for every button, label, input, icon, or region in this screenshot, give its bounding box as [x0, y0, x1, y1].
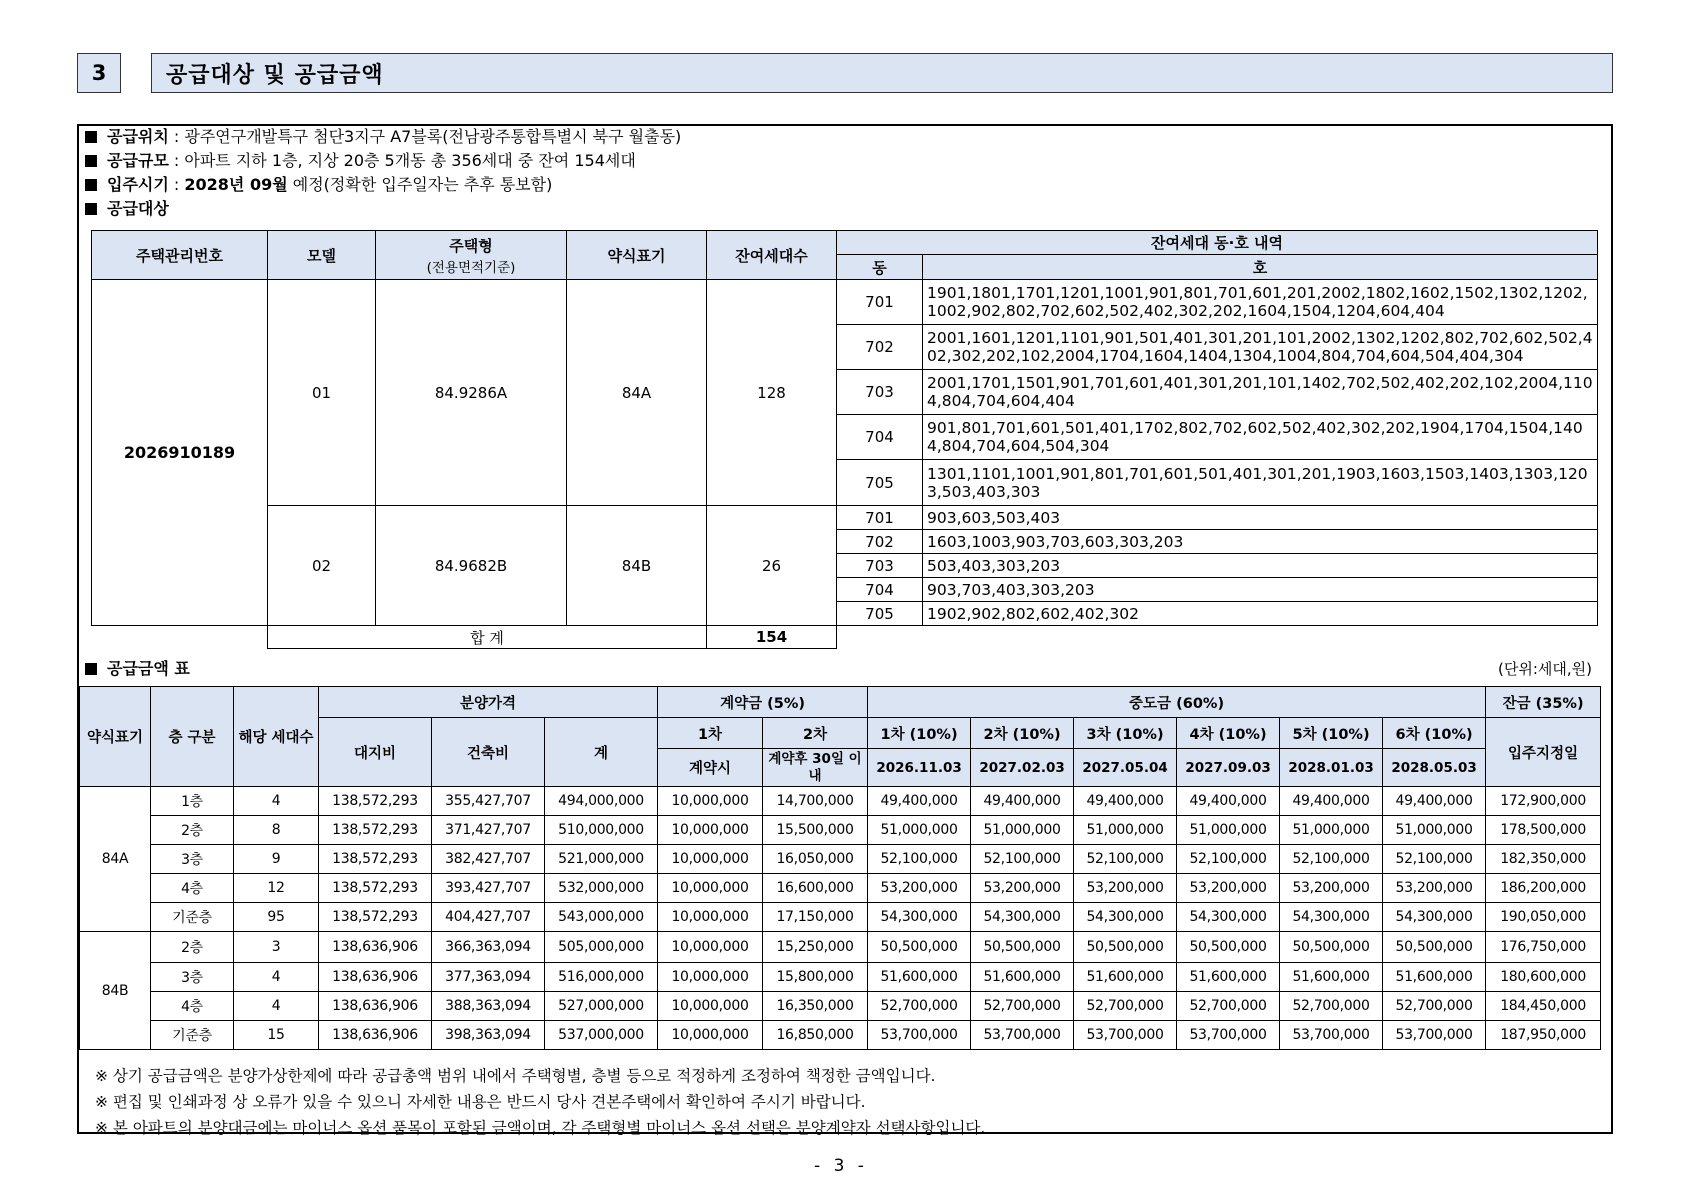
deposit1-cell: 10,000,000	[658, 816, 763, 845]
page-number: - 3 -	[814, 1156, 868, 1176]
land-cell: 138,636,906	[319, 992, 432, 1021]
middle4-cell: 51,600,000	[1177, 963, 1280, 992]
middle2-cell: 51,000,000	[971, 816, 1074, 845]
header-mid6: 6차 (10%)	[1383, 718, 1486, 749]
middle3-cell: 49,400,000	[1074, 787, 1177, 816]
deposit2-cell: 16,850,000	[763, 1021, 868, 1050]
header-balance: 잔금 (35%)	[1486, 687, 1601, 718]
supply-table	[91, 230, 1598, 649]
bullet-square-icon	[85, 663, 97, 675]
price-row	[80, 992, 1601, 1021]
middle4-cell: 51,000,000	[1177, 816, 1280, 845]
building-cell: 382,427,707	[432, 845, 545, 874]
dong-cell: 701	[837, 280, 923, 325]
price-row	[80, 874, 1601, 903]
info-label: 입주시기	[107, 175, 169, 194]
middle3-cell: 51,600,000	[1074, 963, 1177, 992]
sum-cell: 527,000,000	[545, 992, 658, 1021]
header-mid2: 2차 (10%)	[971, 718, 1074, 749]
price-row	[80, 1021, 1601, 1050]
middle1-cell: 51,000,000	[868, 816, 971, 845]
movein-date: 2028년 09월	[184, 175, 288, 194]
middle5-cell: 51,000,000	[1280, 816, 1383, 845]
header-model: 모델	[268, 231, 376, 280]
middle1-cell: 52,700,000	[868, 992, 971, 1021]
deposit1-cell: 10,000,000	[658, 787, 763, 816]
balance-cell: 184,450,000	[1486, 992, 1601, 1021]
balance-cell: 178,500,000	[1486, 816, 1601, 845]
middle2-cell: 51,600,000	[971, 963, 1074, 992]
middle6-cell: 51,000,000	[1383, 816, 1486, 845]
dong-cell: 703	[837, 554, 923, 578]
header-dep2-when: 계약후 30일 이내	[763, 749, 868, 787]
building-cell: 366,363,094	[432, 932, 545, 963]
header-type-main: 주택형	[449, 236, 493, 255]
middle1-cell: 53,700,000	[868, 1021, 971, 1050]
info-sep: :	[168, 175, 185, 194]
sum-cell: 537,000,000	[545, 1021, 658, 1050]
header-deposit: 계약금 (5%)	[658, 687, 868, 718]
middle2-cell: 50,500,000	[971, 932, 1074, 963]
middle5-cell: 50,500,000	[1280, 932, 1383, 963]
land-cell: 138,572,293	[319, 903, 432, 932]
section-number: 3	[77, 53, 121, 93]
dong-cell: 702	[837, 325, 923, 370]
ho-cell: 1901,1801,1701,1201,1001,901,801,701,601,201,2002,1802,1602,1502,1302,1202,1002,902,802,702,602,502,402,302,202,1604,1504,1204,604,404	[923, 280, 1598, 325]
deposit1-cell: 10,000,000	[658, 992, 763, 1021]
floor-cell: 3층	[151, 845, 234, 874]
deposit1-cell: 10,000,000	[658, 963, 763, 992]
middle4-cell: 53,200,000	[1177, 874, 1280, 903]
count-cell: 26	[707, 506, 837, 626]
price-title	[85, 658, 190, 680]
middle6-cell: 50,500,000	[1383, 932, 1486, 963]
deposit2-cell: 17,150,000	[763, 903, 868, 932]
units-cell: 95	[234, 903, 319, 932]
building-cell: 377,363,094	[432, 963, 545, 992]
model-cell: 01	[268, 280, 376, 506]
dong-cell: 702	[837, 530, 923, 554]
header-abbr: 약식표기	[567, 231, 707, 280]
header-middle: 중도금 (60%)	[868, 687, 1486, 718]
header-dong: 동	[837, 255, 923, 280]
floor-cell: 2층	[151, 816, 234, 845]
middle4-cell: 50,500,000	[1177, 932, 1280, 963]
sum-cell: 532,000,000	[545, 874, 658, 903]
middle6-cell: 53,200,000	[1383, 874, 1486, 903]
deposit2-cell: 15,250,000	[763, 932, 868, 963]
type-cell: 84.9682B	[376, 506, 567, 626]
balance-cell: 180,600,000	[1486, 963, 1601, 992]
middle1-cell: 51,600,000	[868, 963, 971, 992]
land-cell: 138,572,293	[319, 787, 432, 816]
land-cell: 138,572,293	[319, 845, 432, 874]
sum-cell: 494,000,000	[545, 787, 658, 816]
header-mid3-date: 2027.05.04	[1074, 749, 1177, 787]
balance-cell: 186,200,000	[1486, 874, 1601, 903]
header-mid1-date: 2026.11.03	[868, 749, 971, 787]
header-mid5: 5차 (10%)	[1280, 718, 1383, 749]
total-spacer	[92, 626, 268, 649]
floor-cell: 3층	[151, 963, 234, 992]
building-cell: 393,427,707	[432, 874, 545, 903]
middle1-cell: 54,300,000	[868, 903, 971, 932]
price-row	[80, 816, 1601, 845]
info-label: 공급위치	[107, 127, 169, 146]
balance-cell: 176,750,000	[1486, 932, 1601, 963]
middle4-cell: 49,400,000	[1177, 787, 1280, 816]
deposit2-cell: 16,600,000	[763, 874, 868, 903]
total-spacer	[837, 626, 1598, 649]
sum-cell: 543,000,000	[545, 903, 658, 932]
info-label: 공급대상	[107, 199, 169, 218]
units-cell: 9	[234, 845, 319, 874]
dong-cell: 703	[837, 370, 923, 415]
total-label: 합 계	[268, 626, 707, 649]
land-cell: 138,636,906	[319, 963, 432, 992]
header-abbr: 약식표기	[80, 687, 151, 787]
units-cell: 4	[234, 787, 319, 816]
middle5-cell: 49,400,000	[1280, 787, 1383, 816]
dong-cell: 704	[837, 578, 923, 602]
ho-cell: 503,403,303,203	[923, 554, 1598, 578]
price-title-text: 공급금액 표	[107, 659, 190, 678]
model-cell: 02	[268, 506, 376, 626]
middle5-cell: 52,700,000	[1280, 992, 1383, 1021]
balance-cell: 190,050,000	[1486, 903, 1601, 932]
middle3-cell: 50,500,000	[1074, 932, 1177, 963]
header-detail: 잔여세대 동·호 내역	[837, 231, 1598, 255]
sum-cell: 510,000,000	[545, 816, 658, 845]
building-cell: 404,427,707	[432, 903, 545, 932]
info-location	[85, 126, 681, 148]
middle6-cell: 52,700,000	[1383, 992, 1486, 1021]
deposit1-cell: 10,000,000	[658, 845, 763, 874]
middle3-cell: 51,000,000	[1074, 816, 1177, 845]
abbr-cell: 84B	[80, 932, 151, 1050]
middle6-cell: 53,700,000	[1383, 1021, 1486, 1050]
land-cell: 138,572,293	[319, 874, 432, 903]
total-value: 154	[707, 626, 837, 649]
header-sum: 계	[545, 718, 658, 787]
deposit1-cell: 10,000,000	[658, 874, 763, 903]
header-mid4: 4차 (10%)	[1177, 718, 1280, 749]
units-cell: 12	[234, 874, 319, 903]
middle2-cell: 54,300,000	[971, 903, 1074, 932]
middle3-cell: 52,700,000	[1074, 992, 1177, 1021]
price-row	[80, 787, 1601, 816]
header-mid4-date: 2027.09.03	[1177, 749, 1280, 787]
balance-cell: 172,900,000	[1486, 787, 1601, 816]
info-scale	[85, 150, 636, 172]
info-target	[85, 198, 169, 220]
bullet-square-icon	[85, 131, 97, 143]
header-type-sub: (전용면적기준)	[426, 259, 516, 276]
floor-cell: 기준층	[151, 903, 234, 932]
dong-cell: 705	[837, 460, 923, 506]
header-dep2: 2차	[763, 718, 868, 749]
middle4-cell: 52,700,000	[1177, 992, 1280, 1021]
header-mid2-date: 2027.02.03	[971, 749, 1074, 787]
middle5-cell: 54,300,000	[1280, 903, 1383, 932]
header-remaining: 잔여세대수	[707, 231, 837, 280]
table-row	[92, 280, 1598, 325]
header-land: 대지비	[319, 718, 432, 787]
building-cell: 398,363,094	[432, 1021, 545, 1050]
price-table	[79, 686, 1601, 1050]
middle4-cell: 53,700,000	[1177, 1021, 1280, 1050]
notes	[95, 1063, 985, 1141]
deposit2-cell: 16,350,000	[763, 992, 868, 1021]
floor-cell: 4층	[151, 874, 234, 903]
middle3-cell: 53,700,000	[1074, 1021, 1177, 1050]
middle5-cell: 53,200,000	[1280, 874, 1383, 903]
mgmt-no-cell: 2026910189	[92, 280, 268, 626]
header-dep1: 1차	[658, 718, 763, 749]
ho-cell: 2001,1601,1201,1101,901,501,401,301,201,101,2002,1302,1202,802,702,602,502,402,302,202,102,2004,1704,1604,1404,1304,1004,804,704,604,504,404,304	[923, 325, 1598, 370]
floor-cell: 기준층	[151, 1021, 234, 1050]
section-title: 공급대상 및 공급금액	[151, 53, 1613, 93]
land-cell: 138,572,293	[319, 816, 432, 845]
deposit1-cell: 10,000,000	[658, 903, 763, 932]
total-row	[92, 626, 1598, 649]
middle5-cell: 53,700,000	[1280, 1021, 1383, 1050]
units-cell: 4	[234, 963, 319, 992]
deposit2-cell: 16,050,000	[763, 845, 868, 874]
units-cell: 3	[234, 932, 319, 963]
deposit1-cell: 10,000,000	[658, 932, 763, 963]
header-floor: 층 구분	[151, 687, 234, 787]
header-mid3: 3차 (10%)	[1074, 718, 1177, 749]
dong-cell: 705	[837, 602, 923, 626]
ho-cell: 1902,902,802,602,402,302	[923, 602, 1598, 626]
middle1-cell: 52,100,000	[868, 845, 971, 874]
middle6-cell: 54,300,000	[1383, 903, 1486, 932]
floor-cell: 1층	[151, 787, 234, 816]
floor-cell: 2층	[151, 932, 234, 963]
abbr-cell: 84B	[567, 506, 707, 626]
info-movein	[85, 174, 552, 196]
middle4-cell: 52,100,000	[1177, 845, 1280, 874]
info-value: 예정(정확한 입주일자는 추후 통보함)	[287, 175, 553, 194]
dong-cell: 701	[837, 506, 923, 530]
price-row	[80, 932, 1601, 963]
middle2-cell: 53,200,000	[971, 874, 1074, 903]
header-balance-when: 입주지정일	[1486, 718, 1601, 787]
sum-cell: 516,000,000	[545, 963, 658, 992]
header-ho: 호	[923, 255, 1598, 280]
middle4-cell: 54,300,000	[1177, 903, 1280, 932]
building-cell: 388,363,094	[432, 992, 545, 1021]
type-cell: 84.9286A	[376, 280, 567, 506]
land-cell: 138,636,906	[319, 1021, 432, 1050]
header-building: 건축비	[432, 718, 545, 787]
ho-cell: 1301,1101,1001,901,801,701,601,501,401,301,201,1903,1603,1503,1403,1303,1203,503,403,303	[923, 460, 1598, 506]
deposit2-cell: 15,500,000	[763, 816, 868, 845]
note-line: ※ 편집 및 인쇄과정 상 오류가 있을 수 있으니 자세한 내용은 반드시 당사 견본주택에서 확인하여 주시기 바랍니다.	[95, 1093, 866, 1111]
units-cell: 4	[234, 992, 319, 1021]
note-line: ※ 상기 공급금액은 분양가상한제에 따라 공급총액 범위 내에서 주택형별, 층별 등으로 적정하게 조정하여 책정한 금액입니다.	[95, 1067, 936, 1085]
price-row	[80, 845, 1601, 874]
middle5-cell: 52,100,000	[1280, 845, 1383, 874]
balance-cell: 187,950,000	[1486, 1021, 1601, 1050]
middle6-cell: 49,400,000	[1383, 787, 1486, 816]
balance-cell: 182,350,000	[1486, 845, 1601, 874]
sum-cell: 505,000,000	[545, 932, 658, 963]
middle6-cell: 51,600,000	[1383, 963, 1486, 992]
land-cell: 138,636,906	[319, 932, 432, 963]
header-type	[376, 231, 567, 280]
middle2-cell: 52,100,000	[971, 845, 1074, 874]
header-mgmt-no: 주택관리번호	[92, 231, 268, 280]
deposit2-cell: 15,800,000	[763, 963, 868, 992]
ho-cell: 2001,1701,1501,901,701,601,401,301,201,101,1402,702,502,402,202,102,2004,1104,804,704,604,404	[923, 370, 1598, 415]
dong-cell: 704	[837, 415, 923, 460]
ho-cell: 901,801,701,601,501,401,1702,802,702,602,502,402,302,202,1904,1704,1504,1404,804,704,604,504,304	[923, 415, 1598, 460]
header-dep1-when: 계약시	[658, 749, 763, 787]
header-mid6-date: 2028.05.03	[1383, 749, 1486, 787]
ho-cell: 1603,1003,903,703,603,303,203	[923, 530, 1598, 554]
table-row	[92, 506, 1598, 530]
bullet-square-icon	[85, 155, 97, 167]
price-row	[80, 903, 1601, 932]
floor-cell: 4층	[151, 992, 234, 1021]
ho-cell: 903,603,503,403	[923, 506, 1598, 530]
price-row	[80, 963, 1601, 992]
info-value: : 광주연구개발특구 첨단3지구 A7블록(전남광주통합특별시 북구 월출동)	[168, 127, 682, 146]
info-label: 공급규모	[107, 151, 169, 170]
units-cell: 8	[234, 816, 319, 845]
middle1-cell: 49,400,000	[868, 787, 971, 816]
abbr-cell: 84A	[80, 787, 151, 932]
middle1-cell: 53,200,000	[868, 874, 971, 903]
abbr-cell: 84A	[567, 280, 707, 506]
middle2-cell: 53,700,000	[971, 1021, 1074, 1050]
header-units: 해당 세대수	[234, 687, 319, 787]
middle3-cell: 52,100,000	[1074, 845, 1177, 874]
sum-cell: 521,000,000	[545, 845, 658, 874]
building-cell: 371,427,707	[432, 816, 545, 845]
middle6-cell: 52,100,000	[1383, 845, 1486, 874]
header-sale-price: 분양가격	[319, 687, 658, 718]
header-mid1: 1차 (10%)	[868, 718, 971, 749]
middle3-cell: 53,200,000	[1074, 874, 1177, 903]
bullet-square-icon	[85, 179, 97, 191]
middle3-cell: 54,300,000	[1074, 903, 1177, 932]
units-cell: 15	[234, 1021, 319, 1050]
info-value: : 아파트 지하 1층, 지상 20층 5개동 총 356세대 중 잔여 154세대	[168, 151, 636, 170]
deposit1-cell: 10,000,000	[658, 1021, 763, 1050]
unit-label: (단위:세대,원)	[1498, 660, 1592, 678]
middle1-cell: 50,500,000	[868, 932, 971, 963]
middle2-cell: 49,400,000	[971, 787, 1074, 816]
building-cell: 355,427,707	[432, 787, 545, 816]
deposit2-cell: 14,700,000	[763, 787, 868, 816]
bullet-square-icon	[85, 203, 97, 215]
header-mid5-date: 2028.01.03	[1280, 749, 1383, 787]
middle2-cell: 52,700,000	[971, 992, 1074, 1021]
note-line: ※ 본 아파트의 분양대금에는 마이너스 옵션 품목이 포함된 금액이며, 각 주택형별 마이너스 옵션 선택은 분양계약자 선택사항입니다.	[95, 1119, 986, 1137]
ho-cell: 903,703,403,303,203	[923, 578, 1598, 602]
count-cell: 128	[707, 280, 837, 506]
middle5-cell: 51,600,000	[1280, 963, 1383, 992]
